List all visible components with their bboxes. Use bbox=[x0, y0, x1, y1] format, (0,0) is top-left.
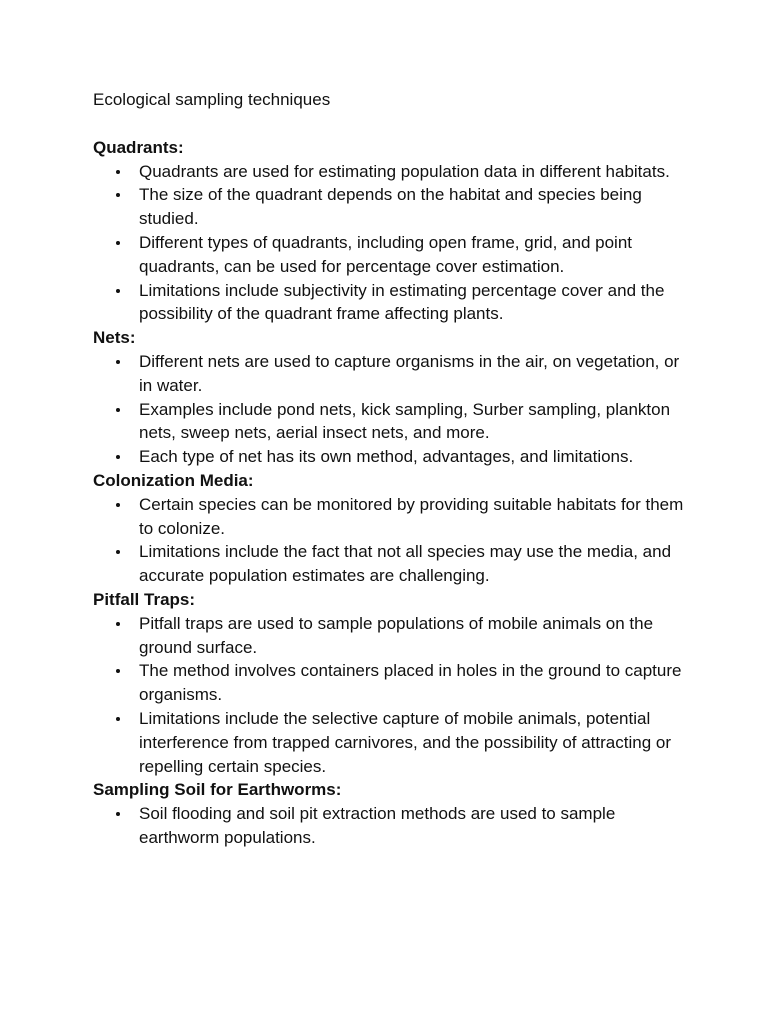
section-heading: Quadrants: bbox=[93, 137, 184, 157]
list-item: Each type of net has its own method, advantages, and limitations. bbox=[139, 445, 693, 469]
list-item: The size of the quadrant depends on the habitat and species being studied. bbox=[139, 183, 693, 231]
section-heading: Sampling Soil for Earthworms: bbox=[93, 780, 342, 800]
list-item: Different types of quadrants, including open frame, grid, and point quadrants, can be used for percentage cover estimation. bbox=[139, 231, 693, 279]
bullet-list bbox=[93, 350, 693, 469]
section-colonization-media bbox=[93, 469, 693, 588]
section-sampling-soil-earthworms bbox=[93, 778, 693, 849]
bullet-list bbox=[93, 160, 693, 327]
list-item: Different nets are used to capture organisms in the air, on vegetation, or in water. bbox=[139, 350, 693, 398]
bullet-list bbox=[93, 612, 693, 779]
list-item: Limitations include the fact that not all species may use the media, and accurate population estimates are challenging. bbox=[139, 540, 693, 588]
section-nets bbox=[93, 326, 693, 469]
document-page bbox=[93, 88, 693, 850]
list-item: Limitations include the selective capture of mobile animals, potential interference from trapped carnivores, and the possibility of attracting or repelling certain species. bbox=[139, 707, 693, 778]
list-item: The method involves containers placed in holes in the ground to capture organisms. bbox=[139, 659, 693, 707]
bullet-list bbox=[93, 493, 693, 588]
bullet-list bbox=[93, 802, 693, 850]
section-quadrants bbox=[93, 136, 693, 326]
document-title: Ecological sampling techniques bbox=[93, 90, 331, 109]
list-item: Limitations include subjectivity in estimating percentage cover and the possibility of the quadrant frame affecting plants. bbox=[139, 279, 693, 327]
section-heading: Nets: bbox=[93, 328, 136, 348]
section-heading: Pitfall Traps: bbox=[93, 589, 196, 609]
list-item: Pitfall traps are used to sample populations of mobile animals on the ground surface. bbox=[139, 612, 693, 660]
section-pitfall-traps bbox=[93, 588, 693, 778]
list-item: Soil flooding and soil pit extraction methods are used to sample earthworm populations. bbox=[139, 802, 693, 850]
list-item: Certain species can be monitored by providing suitable habitats for them to colonize. bbox=[139, 493, 693, 541]
list-item: Quadrants are used for estimating population data in different habitats. bbox=[139, 160, 693, 184]
list-item: Examples include pond nets, kick sampling, Surber sampling, plankton nets, sweep nets, aerial insect nets, and more. bbox=[139, 398, 693, 446]
section-heading: Colonization Media: bbox=[93, 470, 254, 490]
